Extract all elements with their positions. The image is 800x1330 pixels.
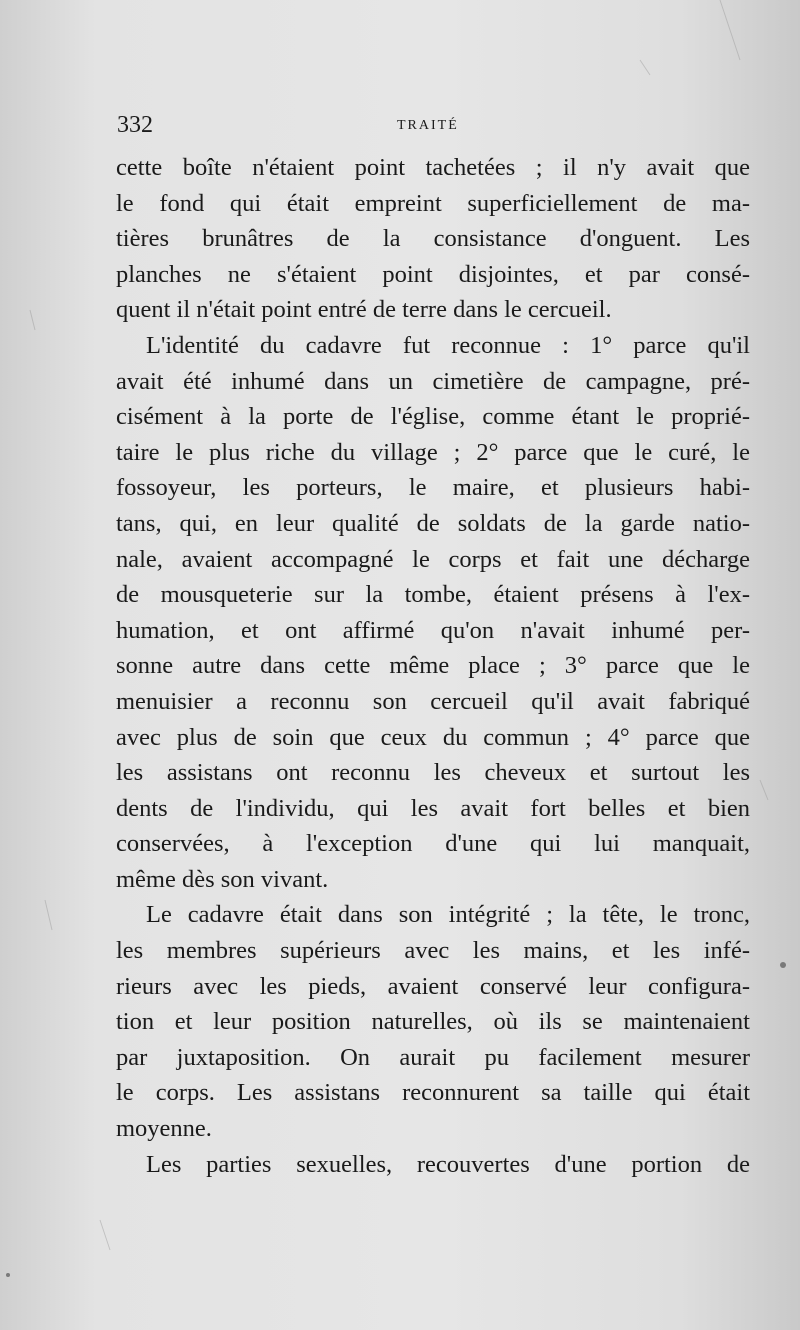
text-line: tion et leur position naturelles, où ils se maintenaient <box>116 1008 750 1036</box>
text-line: même dès son vivant. <box>116 865 329 893</box>
text-line: nale, avaient accompagné le corps et fait une décharge <box>116 545 750 573</box>
running-head: TRAITÉ <box>397 118 459 133</box>
text-line: sonne autre dans cette même place ; 3° parce que le <box>116 652 750 680</box>
page-header <box>117 112 757 142</box>
text-line: Les parties sexuelles, recouvertes d'une portion de <box>146 1150 750 1178</box>
text-line: humation, et ont affirmé qu'on n'avait inhumé per- <box>116 616 750 644</box>
text-line: le fond qui était empreint superficiellement de ma- <box>116 189 750 217</box>
text-line: tans, qui, en leur qualité de soldats de la garde natio- <box>116 509 750 537</box>
text-line: par juxtaposition. On aurait pu facilement mesurer <box>116 1043 750 1071</box>
text-line: le corps. Les assistans reconnurent sa taille qui était <box>116 1079 750 1107</box>
text-line: L'identité du cadavre fut reconnue : 1° parce qu'il <box>146 331 750 359</box>
text-line: moyenne. <box>116 1115 212 1143</box>
text-line: planches ne s'étaient point disjointes, et par consé- <box>116 260 750 288</box>
text-line: menuisier a reconnu son cercueil qu'il avait fabriqué <box>116 687 750 715</box>
text-line: les membres supérieurs avec les mains, et les infé- <box>116 937 750 965</box>
text-line: les assistans ont reconnu les cheveux et surtout les <box>116 759 750 787</box>
text-line: cisément à la porte de l'église, comme étant le proprié- <box>116 403 750 431</box>
text-line: cette boîte n'étaient point tachetées ; il n'y avait que <box>116 154 750 181</box>
text-line: rieurs avec les pieds, avaient conservé leur configura- <box>116 972 750 1000</box>
text-line: dents de l'individu, qui les avait fort belles et bien <box>116 794 750 822</box>
text-line: avec plus de soin que ceux du commun ; 4° parce que <box>116 723 750 751</box>
text-line: conservées, à l'exception d'une qui lui manquait, <box>116 830 750 858</box>
text-line: quent il n'était point entré de terre dans le cercueil. <box>116 296 612 324</box>
text-line: tières brunâtres de la consistance d'onguent. Les <box>116 225 750 253</box>
text-line: avait été inhumé dans un cimetière de campagne, pré- <box>116 367 750 395</box>
text-line: Le cadavre était dans son intégrité ; la tête, le tronc, <box>146 901 750 929</box>
text-line: fossoyeur, les porteurs, le maire, et plusieurs habi- <box>116 474 750 502</box>
text-line: de mousqueterie sur la tombe, étaient présens à l'ex- <box>116 581 750 609</box>
page-number: 332 <box>117 112 153 138</box>
text-line: taire le plus riche du village ; 2° parce que le curé, le <box>116 438 750 466</box>
body-text <box>116 150 750 1182</box>
